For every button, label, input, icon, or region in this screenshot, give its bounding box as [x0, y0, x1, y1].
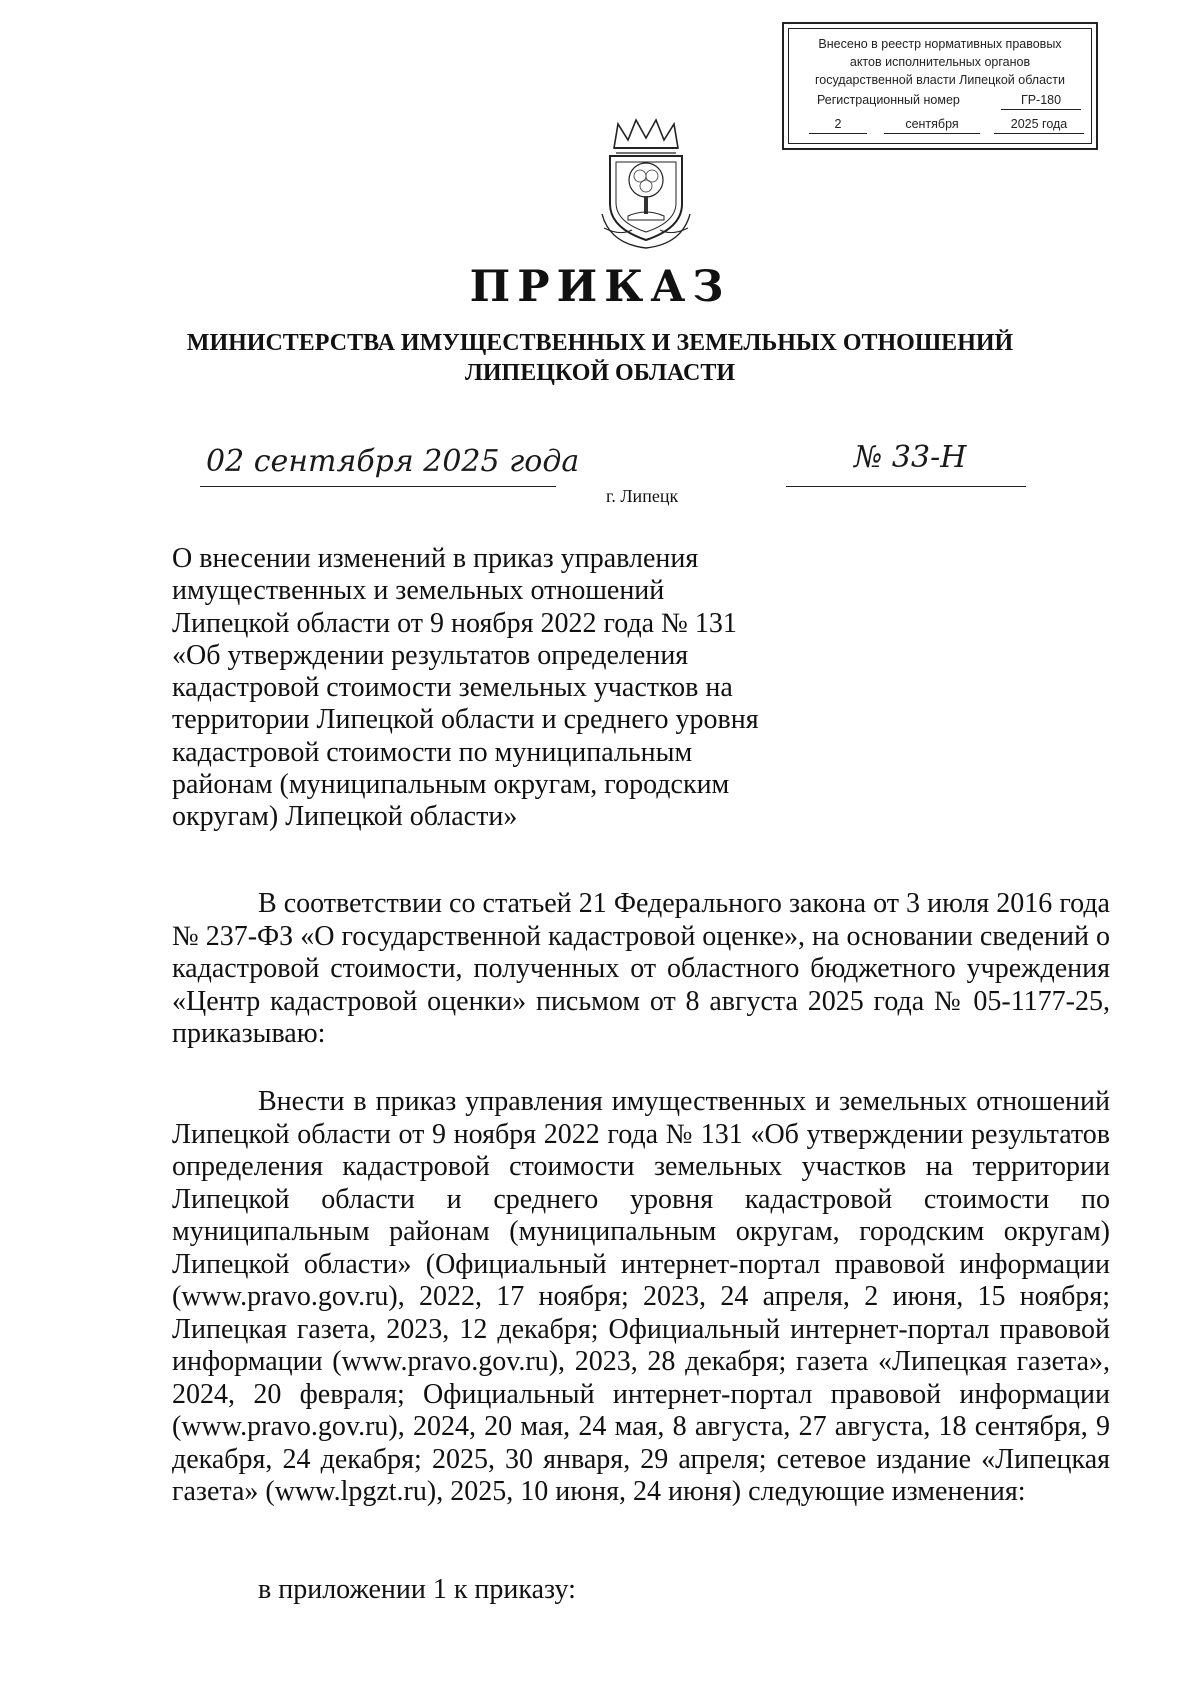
subject-line: кадастровой стоимости земельных участков на	[172, 672, 733, 704]
subject-line: «Об утверждении результатов определения	[172, 639, 689, 671]
subtitle-line-1: МИНИСТЕРСТВА ИМУЩЕСТВЕННЫХ И ЗЕМЕЛЬНЫХ ОТНОШЕНИЙ	[186, 330, 1014, 356]
handwritten-number: № 33-Н	[854, 440, 967, 475]
subject-line: округам) Липецкой области»	[172, 801, 518, 833]
registry-line-1: Внесено в реестр нормативных правовых	[818, 37, 1062, 51]
coat-of-arms-icon	[600, 118, 692, 250]
registry-line-3: государственной власти Липецкой области	[814, 73, 1066, 87]
subject-line: О внесении изменений в приказ управления	[172, 543, 699, 574]
subtitle-line-2: ЛИПЕЦКОЙ ОБЛАСТИ	[465, 360, 735, 386]
body-paragraph-2: Внести в приказ управления имущественных и земельных отношений Липецкой области от 9 ноября 2022 года № 131 «Об утверждении результатов определения кадастровой стоимости земельных участков на территории Липецкой области и среднего уровня кадастровой стоимости по муниципальным районам (муниципальным округам, городским округам) Липецкой области» (Официальный интернет-портал правовой информации (www.pravo.gov.ru), 2022, 17 ноября; 2023, 24 апреля, 2 июня, 15 ноября; Липецкая газета, 2023, 12 декабря; Официальный интернет-портал правовой информации (www.pravo.gov.ru), 2023, 28 декабря; газета «Липецкая газета», 2024, 20 февраля; Официальный интернет-портал правовой информации (www.pravo.gov.ru), 2024, 20 мая, 24 мая, 8 августа, 27 августа, 18 сентября, 9 декабря, 24 декабря; 2025, 30 января, 29 апреля; сетевое издание «Липецкая газета» (www.lpgzt.ru), 2025, 10 июня, 24 июня) следующие изменения:	[172, 1086, 1110, 1507]
subject-block	[172, 543, 812, 834]
registry-year: 2025 года	[994, 115, 1084, 134]
registry-number-row	[789, 91, 1091, 113]
city-label: г. Липецк	[606, 486, 679, 506]
subject-line: районам (муниципальным округам, городским	[172, 769, 730, 801]
registry-line-2: актов исполнительных органов	[849, 55, 1031, 69]
registry-day: 2	[809, 115, 867, 134]
date-underline	[200, 486, 556, 487]
subject-line: кадастровой стоимости по муниципальным	[172, 736, 693, 768]
registry-number-label: Регистрационный номер	[817, 93, 960, 107]
handwritten-date: 02 сентября 2025 года	[206, 444, 580, 479]
body-paragraph-3: в приложении 1 к приказу:	[258, 1574, 576, 1605]
document-subtitle	[0, 328, 1200, 388]
document-title: ПРИКАЗ	[469, 262, 731, 312]
registry-stamp-inner	[788, 28, 1092, 144]
subject-line: имущественных и земельных отношений	[172, 575, 665, 607]
number-underline	[786, 486, 1026, 487]
body-paragraph-1: В соответствии со статьей 21 Федерального закона от 3 июля 2016 года № 237-ФЗ «О государственной кадастровой оценке», на основании сведений о кадастровой стоимости, полученных от областного бюджетного учреждения «Центр кадастровой оценки» письмом от 8 августа 2025 года № 05-1177-25, приказываю:	[172, 888, 1110, 1049]
registry-month: сентября	[884, 115, 980, 134]
registry-date-row	[789, 115, 1091, 137]
registry-stamp	[782, 22, 1098, 150]
registry-number-value: ГР-180	[1001, 91, 1081, 110]
subject-line: территории Липецкой области и среднего уровня	[172, 704, 759, 736]
subject-line: Липецкой области от 9 ноября 2022 года № 131	[172, 607, 737, 639]
